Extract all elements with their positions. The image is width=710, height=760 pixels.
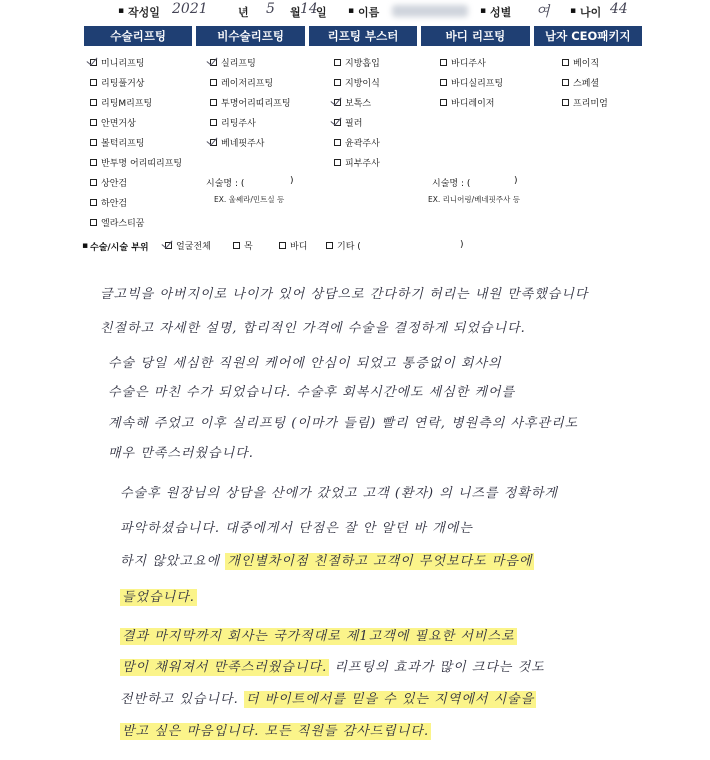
option-label: 리팅주사 (221, 119, 256, 129)
option-label: 레이저리프팅 (221, 79, 274, 89)
bullet: ▪ (348, 6, 355, 16)
scope-face[interactable] (165, 239, 211, 252)
letter-line: 계속해 주었고 이후 실리프팅 (이마가 들림) 빨리 연락, 병원측의 사후관리도 (108, 416, 579, 431)
option-label: 바디 (290, 242, 308, 252)
option-label: 미니리프팅 (101, 59, 145, 69)
highlighted-text: 들었습니다. (122, 590, 195, 605)
bullet: ▪ (82, 241, 89, 251)
letter-text: 전반하고 있습니다. (120, 692, 239, 707)
highlighted-text: 결과 마지막까지 회사는 국가적대로 제1고객에 필요한 서비스로 (122, 629, 515, 644)
month-value: 5 (266, 1, 275, 17)
date-label: 작성일 (128, 6, 160, 19)
option-premium[interactable] (562, 96, 608, 109)
age-label: 나이 (580, 6, 602, 19)
category-tabs (84, 26, 642, 46)
month-unit: 월 (290, 6, 301, 19)
checkbox[interactable] (90, 199, 97, 206)
option-label: 보톡스 (345, 99, 372, 109)
option-label: 리팅풀거상 (101, 79, 145, 89)
header (0, 0, 710, 24)
checkbox[interactable] (279, 242, 286, 249)
bullet: ▪ (118, 6, 125, 16)
tab-lifting-booster: 리프팅 부스터 (309, 26, 417, 46)
option-lower-eyelid[interactable] (90, 196, 127, 209)
checkbox[interactable] (165, 242, 172, 249)
option-label: 지방흡입 (345, 59, 380, 69)
option-label: 베이직 (573, 59, 600, 69)
procedure-name-label: 시술명 : ( (432, 179, 471, 189)
gender-label: 성별 (490, 6, 512, 19)
option-body-laser[interactable] (440, 96, 494, 109)
option-label: 반투명 어리띠리프팅 (101, 159, 183, 169)
checkbox[interactable] (90, 59, 97, 66)
option-label: 프리미엄 (573, 99, 608, 109)
checkbox[interactable] (90, 179, 97, 186)
letter-line (120, 656, 545, 675)
checkbox[interactable] (334, 119, 341, 126)
year-unit: 년 (238, 6, 249, 19)
checkbox[interactable] (90, 139, 97, 146)
tab-non-surgical-lifting: 비수술리프팅 (196, 26, 304, 46)
option-label: 목 (244, 242, 253, 252)
letter-line (120, 720, 431, 739)
option-contour-injection[interactable] (334, 136, 380, 149)
tab-body-lifting: 바디 리프팅 (421, 26, 529, 46)
option-label: 상안검 (101, 179, 128, 189)
option-body-thread[interactable] (440, 76, 503, 89)
option-upper-eyelid[interactable] (90, 176, 127, 189)
option-label: 필러 (345, 119, 363, 129)
letter-line: 파악하셨습니다. 대중에게서 단점은 잘 안 알던 바 개에는 (120, 521, 473, 536)
age-value: 44 (610, 1, 628, 17)
checkbox[interactable] (440, 59, 447, 66)
name-label: 이름 (358, 6, 380, 19)
letter-line (120, 550, 534, 569)
tab-surgical-lifting: 수술리프팅 (84, 26, 192, 46)
option-label: 바디레이저 (451, 99, 495, 109)
highlighted-text: 받고 싶은 마음입니다. 모든 직원들 감사드립니다. (122, 724, 430, 739)
procedure-name-close: ) (290, 176, 294, 186)
letter-line: 수술 당일 세심한 직원의 케어에 안심이 되었고 통증없이 회사의 (108, 356, 502, 371)
option-label: 실리프팅 (221, 59, 256, 69)
checkbox[interactable] (440, 99, 447, 106)
option-label: 피부주사 (345, 159, 380, 169)
year-value: 2021 (172, 1, 208, 17)
option-facelift[interactable] (90, 116, 136, 129)
option-label: 리팅M리프팅 (101, 99, 153, 109)
letter-text: 하지 않았고요에 (120, 554, 221, 569)
bullet: ▪ (570, 6, 577, 16)
checkbox[interactable] (562, 59, 569, 66)
checkbox[interactable] (90, 99, 97, 106)
option-band-lifting[interactable] (90, 156, 182, 169)
option-liposuction[interactable] (334, 56, 380, 69)
option-special[interactable] (562, 76, 599, 89)
option-skin-injection[interactable] (334, 156, 380, 169)
checkbox[interactable] (334, 99, 341, 106)
checkbox[interactable] (562, 79, 569, 86)
checkbox[interactable] (90, 119, 97, 126)
letter-line (120, 688, 536, 707)
scope-close: ) (460, 240, 464, 250)
option-label: 윤곽주사 (345, 139, 380, 149)
checkbox[interactable] (210, 139, 217, 146)
scope-neck[interactable] (233, 239, 253, 252)
name-redacted (392, 5, 468, 17)
letter-line: 친절하고 자세한 설명, 합리적인 가격에 수술을 결정하게 되었습니다. (100, 321, 526, 336)
option-fat-graft[interactable] (334, 76, 380, 89)
option-elastic[interactable] (90, 216, 144, 229)
checkbox[interactable] (562, 99, 569, 106)
checkbox[interactable] (233, 242, 240, 249)
option-body-injection[interactable] (440, 56, 486, 69)
tab-ceo-package: 남자 CEO패키지 (534, 26, 642, 46)
option-benefit-injection[interactable] (210, 136, 264, 149)
letter-line (120, 586, 197, 605)
option-label: 투명어리띠리프팅 (221, 99, 291, 109)
option-label: 엘라스티꿈 (101, 219, 145, 229)
procedure-example: EX. 리니어링/베네핏주사 등 (428, 195, 521, 204)
option-label: 바디실리프팅 (451, 79, 504, 89)
option-label: 지방이식 (345, 79, 380, 89)
checkbox[interactable] (90, 79, 97, 86)
letter-line (120, 625, 517, 644)
option-basic[interactable] (562, 56, 599, 69)
day-value: 14 (300, 1, 318, 17)
bullet: ▪ (480, 6, 487, 16)
checkbox[interactable] (90, 159, 97, 166)
checkbox[interactable] (210, 59, 217, 66)
checkbox[interactable] (90, 219, 97, 226)
scope-other[interactable] (326, 239, 361, 252)
checkbox[interactable] (334, 59, 341, 66)
highlighted-text: 맘이 채워져서 만족스러웠습니다. (122, 660, 328, 675)
checkbox[interactable] (210, 119, 217, 126)
checkbox[interactable] (334, 139, 341, 146)
option-label: 얼굴전체 (176, 242, 211, 252)
day-unit: 일 (316, 6, 327, 19)
option-label: 하안검 (101, 199, 128, 209)
option-label: 기타 ( (337, 242, 361, 252)
option-label: 스페셜 (573, 79, 600, 89)
option-laser-lifting[interactable] (210, 76, 273, 89)
checkbox[interactable] (326, 242, 333, 249)
letter-line: 수술은 마친 수가 되었습니다. 수술후 회복시간에도 세심한 케어를 (108, 385, 516, 400)
scope-label: 수술/시술 부위 (90, 243, 149, 253)
letter-text: 리프팅의 효과가 많이 크다는 것도 (334, 660, 545, 675)
option-label: 볼턱리프팅 (101, 139, 145, 149)
option-botox[interactable] (334, 96, 371, 109)
letter-line: 매우 만족스러웠습니다. (108, 446, 254, 461)
checkbox[interactable] (334, 79, 341, 86)
highlighted-text: 더 바이트에서를 믿을 수 있는 지역에서 시술을 (245, 692, 535, 707)
highlighted-text: 개인별차이점 친절하고 고객이 무엇보다도 마음에 (227, 554, 533, 569)
option-lifting-injection[interactable] (210, 116, 256, 129)
option-thread-lifting[interactable] (210, 56, 256, 69)
option-cheek-chin[interactable] (90, 136, 144, 149)
gender-value: 여 (536, 4, 550, 20)
option-mini-lifting[interactable] (90, 56, 144, 69)
option-filler[interactable] (334, 116, 362, 129)
option-full-facelift[interactable] (90, 76, 144, 89)
option-clear-band[interactable] (210, 96, 291, 109)
procedure-example: EX. 울쎄라/민트실 등 (214, 195, 285, 204)
checkbox[interactable] (334, 159, 341, 166)
scope-body[interactable] (279, 239, 307, 252)
procedure-name-label: 시술명 : ( (206, 179, 245, 189)
option-label: 안면거상 (101, 119, 136, 129)
procedure-name-close: ) (514, 176, 518, 186)
letter-line: 글고빅을 아버지이로 나이가 있어 상담으로 간다하기 허리는 내원 만족했습니다 (100, 287, 589, 302)
option-label: 베네핏주사 (221, 139, 265, 149)
letter-line: 수술후 원장님의 상담을 산에가 갔었고 고객 (환자) 의 니즈를 정확하게 (120, 486, 558, 501)
checkbox[interactable] (440, 79, 447, 86)
checkbox[interactable] (210, 99, 217, 106)
option-m-lifting[interactable] (90, 96, 152, 109)
checkbox[interactable] (210, 79, 217, 86)
option-label: 바디주사 (451, 59, 486, 69)
